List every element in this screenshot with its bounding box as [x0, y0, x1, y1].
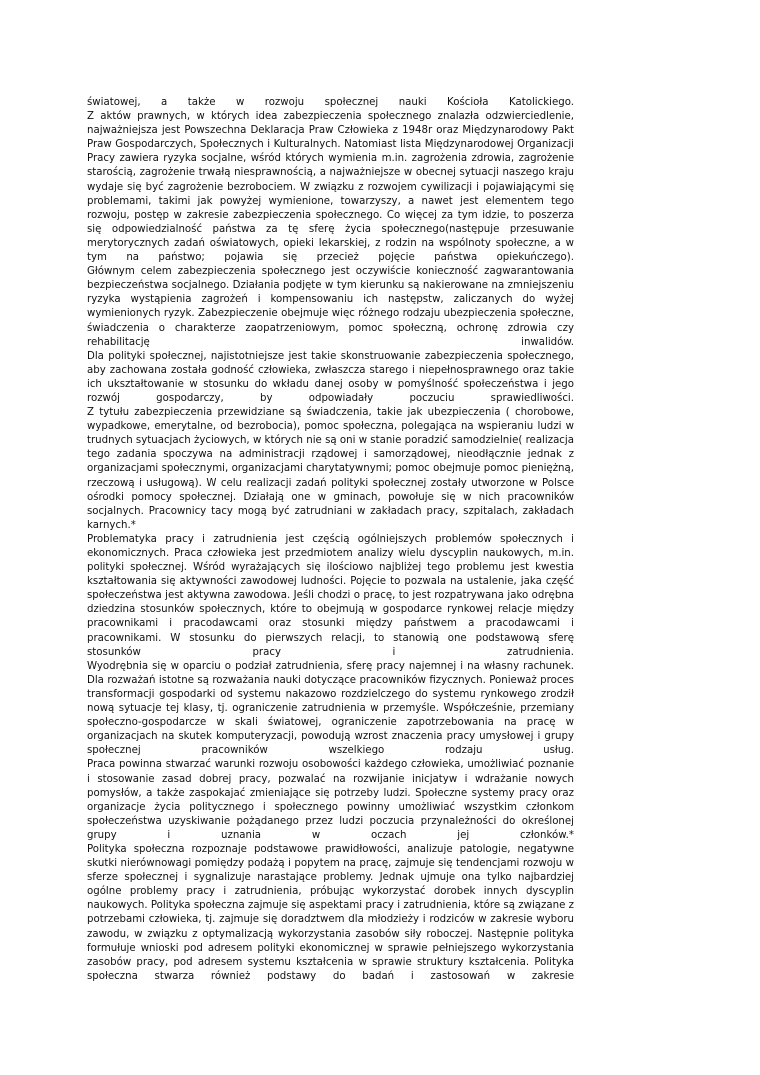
paragraph-8: Praca powinna stwarzać warunki rozwoju osobowości każdego człowieka, umożliwiać poznanie i stosowanie zasad dobrej pracy, pozwalać na rozwijanie inicjatyw i wdrażanie nowych pomysłów, a także zaspokajać zmieniające się potrzeby ludzi. Społeczne systemy pracy oraz organizacje życia politycznego i społecznego powinny umożliwiać wszystkim członkom społeczeństwa uzyskiwanie pożądanego przez ludzi poczucia przynależności do określonej grupy i uznania w oczach jej członków.* [87, 759, 574, 841]
paragraph-4: Dla polityki społecznej, najistotniejsze jest takie skonstruowanie zabezpieczenia społecznego, aby zachowana została godność człowieka, zwłaszcza starego i niepełnosprawnego oraz takie ich ukształtowanie w stosunku do wkładu danej osoby w pomyślność społeczeństwa i jego rozwój gospodarczy, by odpowiadały poczuciu sprawiedliwości. [87, 350, 574, 404]
paragraph-9: Polityka społeczna rozpoznaje podstawowe prawidłowości, analizuje patologie, negatywne skutki nierównowagi pomiędzy podażą i popytem na pracę, zajmuje się tendencjami rozwoju w sferze społecznej i sygnalizuje narastające problemy. Jednak ujmuje ona tylko najbardziej ogólne problemy pracy i zatrudnienia, próbując wykorzystać dorobek innych dyscyplin naukowych. Polityka społeczna zajmuje się aspektami pracy i zatrudnienia, które są związane z potrzebami człowieka, tj. zajmuje się doradztwem dla młodzieży i rodziców w zakresie wyboru zawodu, w związku z optymalizacją wykorzystania zasobów siły roboczej. Następnie polityka formułuje wnioski pod adresem polityki ekonomicznej w sprawie pełniejszego wykorzystania zasobów pracy, pod adresem systemu kształcenia w sprawie struktury kształcenia. Polityka społeczna stwarza również podstawy do badań i zastosowań w zakresie [87, 843, 574, 982]
paragraph-3: Głównym celem zabezpieczenia społecznego jest oczywiście konieczność zagwarantowania bezpieczeństwa socjalnego. Działania podjęte w tym kierunku są nakierowane na zmniejszeniu ryzyka wystąpienia zagrożeń i kompensowaniu ich następstw, zaliczanych do wyżej wymienionych ryzyk. Zabezpieczenie obejmuje więc różnego rodzaju ubezpieczenia społeczne, świadczenia o charakterze zaopatrzeniowym, pomoc społeczną, ochronę zdrowia czy rehabilitację inwalidów. [87, 266, 574, 348]
paragraph-7: Wyodrębnia się w oparciu o podział zatrudnienia, sferę pracy najemnej i na własny rachunek. Dla rozważań istotne są rozważania nauki dotyczące pracowników fizycznych. Ponieważ proces transformacji gospodarki od systemu nakazowo rozdzielczego do systemu rynkowego zrodził nową sytuacje tej klasy, tj. ograniczenie zatrudnienia w przemyśle. Współcześnie, przemiany społeczno-gospodarcze w skali światowej, ograniczenie zapotrzebowania na pracę w organizacjach na skutek komputeryzacji, powodują wzrost znaczenia pracy umysłowej i grupy społecznej pracowników wszelkiego rodzaju usług. [87, 660, 574, 757]
paragraph-5: Z tytułu zabezpieczenia przewidziane są świadczenia, takie jak ubezpieczenia ( chorobowe, wypadkowe, emerytalne, od bezrobocia), pomoc społeczna, polegająca na wspieraniu ludzi w trudnych sytuacjach życiowych, w których nie są oni w stanie poradzić samodzielnie( realizacja tego zadania spoczywa na administracji rządowej i samorządowej, nieodłącznie jednak z organizacjami społecznymi, organizacjami charytatywnymi; pomoc obejmuje pomoc pieniężną, rzeczową i usługową). W celu realizacji zadań polityki społecznej zostały utworzone w Polsce ośrodki pomocy społecznej. Działają one w gminach, powołuje się w nich pracowników socjalnych. Pracownicy tacy mogą być zatrudniani w zakładach pracy, szpitalach, zakładach karnych.* [87, 407, 574, 531]
paragraph-1: światowej, a także w rozwoju społecznej nauki Kościoła Katolickiego. [87, 97, 574, 108]
paragraph-6: Problematyka pracy i zatrudnienia jest częścią ogólniejszych problemów społecznych i ekonomicznych. Praca człowieka jest przedmiotem analizy wielu dyscyplin naukowych, m.in. polityki społecznej. Wśród wyrażających się ilościowo najbliżej tego problemu jest kwestia kształtowania się aktywności zawodowej ludności. Pojęcie to pozwala na ustalenie, jaka część społeczeństwa jest aktywna zawodowa. Jeśli chodzi o pracę, to jest rozpatrywana jako odrębna dziedzina stosunków społecznych, które to obejmują w gospodarce rynkowej relacje między pracownikami i pracodawcami oraz stosunki między państwem a pracodawcami i pracownikami. W stosunku do pierwszych relacji, to stanowią one podstawową sferę stosunków pracy i zatrudnienia. [87, 533, 574, 658]
paragraph-2: Z aktów prawnych, w których idea zabezpieczenia społecznego znalazła odzwierciedlenie, najważniejsza jest Powszechna Deklaracja Praw Człowieka z 1948r oraz Międzynarodowy Pakt Praw Gospodarczych, Społecznych i Kulturalnych. Natomiast lista Międzynarodowej Organizacji Pracy zawiera ryzyka socjalne, wśród których wymienia m.in. zagrożenia zdrowia, zagrożenie starością, zagrożenie trwałą niesprawnością, a najważniejsze w obecnej sytuacji naszego kraju wydaje się być zagrożenie bezrobociem. W związku z rozwojem cywilizacji i pojawiającymi się problemami, takimi jak powyżej wymienione, towarzyszy, a nawet jest elementem tego rozwoju, postęp w zakresie zabezpieczenia społecznego. Co więcej za tym idzie, to poszerza się odpowiedzialność państwa za tę sferę życia społecznego(następuje przesuwanie merytorycznych zadań oświatowych, opieki lekarskiej, z rodzin na wspólnoty społeczne, a w tym na państwo; pojawia się przecież pojęcie państwa opiekuńczego). [87, 111, 574, 264]
document-page [87, 96, 574, 984]
